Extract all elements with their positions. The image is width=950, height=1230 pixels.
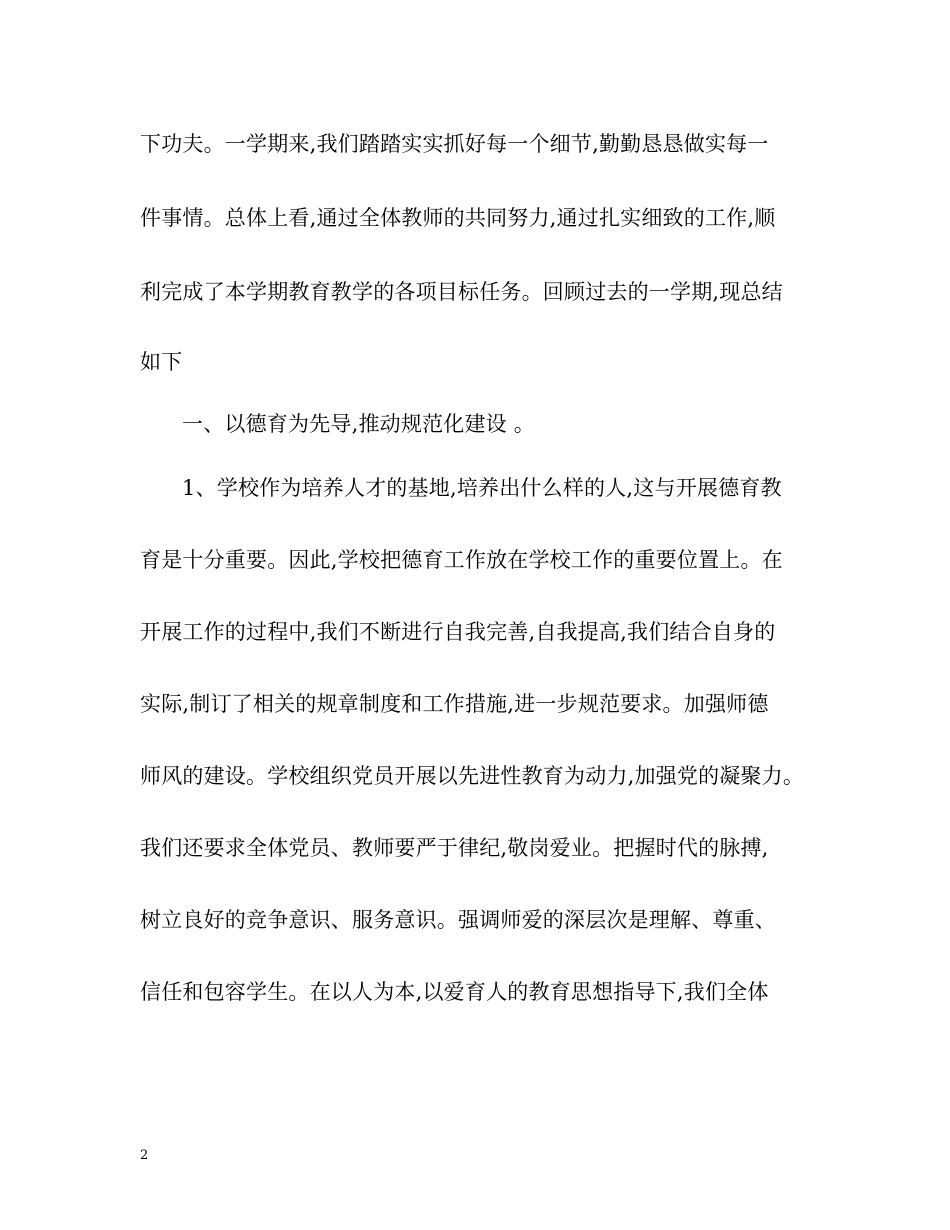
paragraph-1-line-4: 实际,制订了相关的规章制度和工作措施,进一步规范要求。加强师德 [140,692,769,716]
paragraph-1-line-5: 师风的建设。学校组织党员开展以先进性教育为动力,加强党的凝聚力。 [140,764,805,788]
body-line-1: 下功夫。一学期来,我们踏踏实实抓好每一个细节,勤勤恳恳做实每一 [140,132,769,156]
paragraph-1-line-8: 信任和包容学生。在以人为本,以爱育人的教育思想指导下,我们全体 [140,980,769,1004]
body-line-4: 如下 [140,350,183,374]
body-line-3: 利完成了本学期教育教学的各项目标任务。回顾过去的一学期,现总结 [140,280,783,304]
paragraph-1-line-7: 树立良好的竞争意识、服务意识。强调师爱的深层次是理解、尊重、 [140,908,776,932]
page-number: 2 [140,1148,149,1163]
paragraph-1-line-3: 开展工作的过程中,我们不断进行自我完善,自我提高,我们结合自身的 [140,620,776,644]
paragraph-1-line-2: 育是十分重要。因此,学校把德育工作放在学校工作的重要位置上。在 [140,548,783,572]
section-heading-1: 一、以德育为先导,推动规范化建设 。 [182,412,535,436]
body-line-2: 件事情。总体上看,通过全体教师的共同努力,通过扎实细致的工作,顺 [140,206,776,230]
paragraph-1-line-1: 1、学校作为培养人才的基地,培养出什么样的人,这与开展德育教 [182,476,782,500]
paragraph-1-line-6: 我们还要求全体党员、教师要严于律纪,敬岗爱业。把握时代的脉搏, [140,836,769,860]
